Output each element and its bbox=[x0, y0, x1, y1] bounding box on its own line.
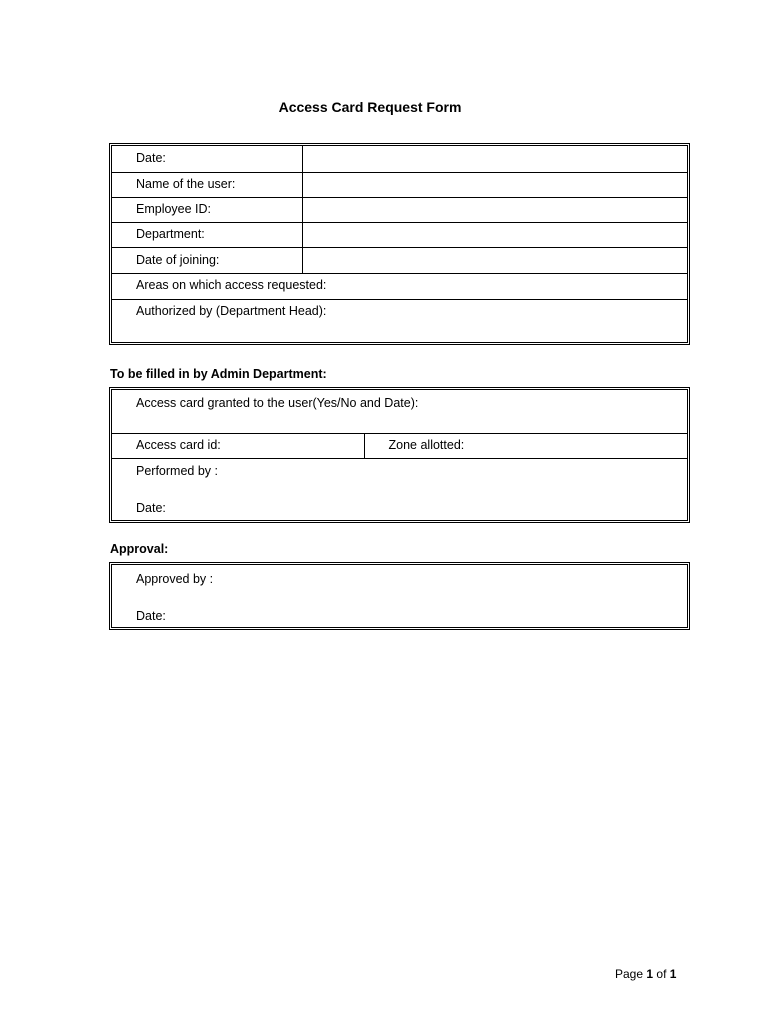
table-row bbox=[112, 247, 687, 273]
table-row bbox=[112, 197, 687, 222]
table-row bbox=[112, 565, 687, 627]
of-word: of bbox=[656, 967, 667, 981]
current-page: 1 bbox=[646, 967, 654, 981]
card-granted-label[interactable]: Access card granted to the user(Yes/No and Date): bbox=[112, 390, 687, 433]
table-row bbox=[112, 273, 687, 299]
date-field[interactable] bbox=[302, 146, 687, 172]
table-row bbox=[112, 390, 687, 433]
areas-requested-label[interactable]: Areas on which access requested: bbox=[112, 273, 687, 299]
table-row bbox=[112, 146, 687, 172]
user-name-label: Name of the user: bbox=[112, 172, 302, 197]
date-label: Date: bbox=[112, 146, 302, 172]
admin-section-heading: To be filled in by Admin Department: bbox=[110, 367, 327, 381]
approved-by-cell[interactable] bbox=[112, 565, 687, 627]
admin-date-label: Date: bbox=[136, 500, 166, 515]
zone-allotted-label[interactable]: Zone allotted: bbox=[364, 433, 687, 458]
approval-table bbox=[109, 562, 690, 630]
table-row bbox=[112, 433, 687, 458]
department-label: Department: bbox=[112, 222, 302, 247]
page-number bbox=[615, 967, 676, 981]
admin-table bbox=[109, 387, 690, 523]
total-pages: 1 bbox=[669, 967, 677, 981]
employee-id-label: Employee ID: bbox=[112, 197, 302, 222]
approval-date-label: Date: bbox=[136, 609, 166, 623]
performed-by-label: Performed by : bbox=[136, 463, 218, 478]
page-title: Access Card Request Form bbox=[278, 99, 462, 115]
department-field[interactable] bbox=[302, 222, 687, 247]
table-row bbox=[112, 172, 687, 197]
table-row bbox=[112, 299, 687, 342]
user-name-field[interactable] bbox=[302, 172, 687, 197]
page-word: Page bbox=[615, 967, 644, 981]
approval-section-heading: Approval: bbox=[110, 542, 169, 556]
table-row bbox=[112, 222, 687, 247]
approved-by-label: Approved by : bbox=[136, 572, 214, 586]
table-row bbox=[112, 458, 687, 520]
performed-by-cell[interactable] bbox=[112, 458, 687, 520]
date-of-joining-label: Date of joining: bbox=[112, 247, 302, 273]
authorized-by-label[interactable]: Authorized by (Department Head): bbox=[112, 299, 687, 342]
employee-id-field[interactable] bbox=[302, 197, 687, 222]
access-card-id-label[interactable]: Access card id: bbox=[112, 433, 364, 458]
user-details-table bbox=[109, 143, 690, 345]
date-of-joining-field[interactable] bbox=[302, 247, 687, 273]
